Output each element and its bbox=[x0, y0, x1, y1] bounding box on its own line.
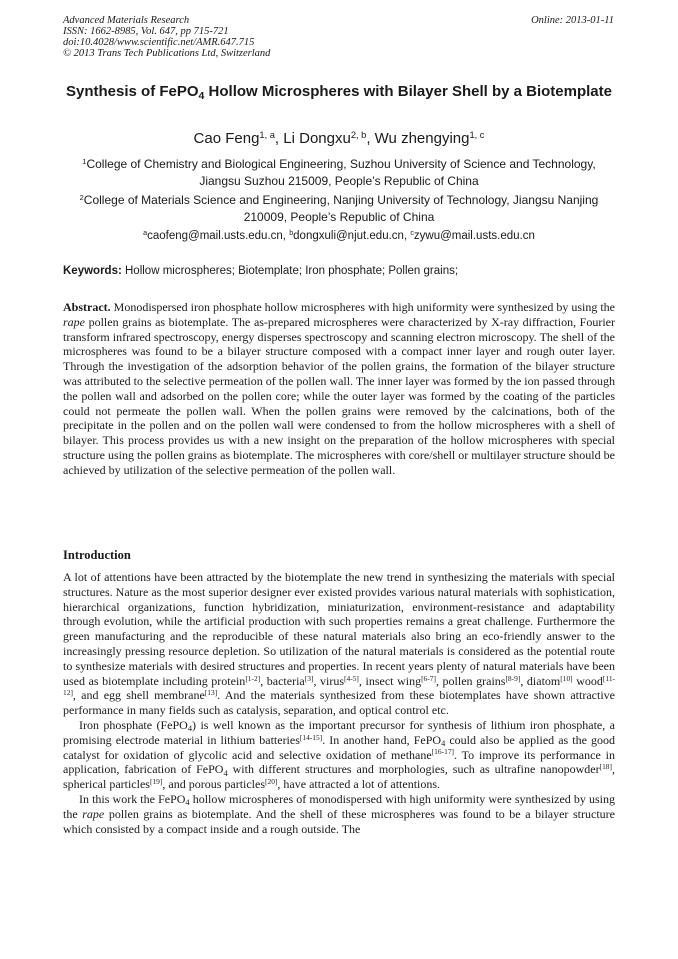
email-address[interactable]: caofeng@mail.usts.edu.cn bbox=[147, 230, 283, 242]
email-address[interactable]: zywu@mail.usts.edu.cn bbox=[413, 230, 535, 242]
paragraph-3 bbox=[63, 792, 615, 836]
affiliation-1 bbox=[63, 156, 615, 190]
text: , diatom bbox=[520, 673, 561, 688]
keywords-text: Hollow microspheres; Biotemplate; Iron phosphate; Pollen grains; bbox=[125, 265, 459, 277]
online-date: Online: 2013-01-11 bbox=[531, 15, 614, 26]
author-list: Cao Feng$^{1, a}$, Li Dongxu$^{2, b}$, Wu zhengying$^{1, c}$ bbox=[193, 129, 485, 147]
italic-text: rape bbox=[82, 806, 105, 821]
author-name: Wu zhengying bbox=[374, 130, 470, 147]
subscript: 4 bbox=[441, 739, 446, 749]
citation: [11-12] bbox=[63, 673, 616, 698]
subscript: 4 bbox=[185, 798, 190, 808]
keywords-label: Keywords: bbox=[63, 265, 122, 277]
citation: [18] bbox=[599, 762, 612, 772]
text: , have attracted a lot of attentions. bbox=[277, 777, 441, 792]
author-sup: 1, a bbox=[259, 129, 275, 140]
email-address[interactable]: dongxuli@njut.edu.cn bbox=[293, 230, 404, 242]
author-name: Li Dongxu bbox=[283, 130, 351, 147]
text: In this work the FePO bbox=[79, 791, 186, 806]
subscript: 4 bbox=[187, 724, 193, 734]
text: , insect wing bbox=[358, 673, 422, 688]
journal-header bbox=[63, 15, 270, 59]
text: hollow microspheres of monodispersed with high uniformity were synthesized by using the bbox=[63, 791, 616, 821]
title-subscript: 4 bbox=[198, 90, 205, 103]
title-part: Hollow Microspheres with Bilayer Shell by a Biotemplate bbox=[204, 83, 612, 100]
keywords bbox=[63, 264, 615, 278]
citation: [8-9] bbox=[505, 673, 521, 683]
author-sup: 1, c bbox=[469, 129, 485, 140]
text: , pollen grains bbox=[435, 673, 506, 688]
text: with different structures and morphologies, such as ultrafine nanopowder bbox=[227, 762, 600, 777]
author-sup: 2, b bbox=[350, 129, 367, 140]
abstract-text: Monodispersed iron phosphate hollow microspheres with high uniformity were synthesized by using the bbox=[113, 300, 615, 314]
text: . To improve its performance in application, fabrication of FePO bbox=[63, 747, 615, 777]
text: wood bbox=[572, 673, 603, 688]
citation: [14-15] bbox=[299, 732, 323, 742]
citation: [19] bbox=[149, 777, 163, 787]
paper-title bbox=[63, 82, 615, 101]
aff-sup: 2 bbox=[79, 192, 84, 202]
text: pollen grains as biotemplate. And the shell of these microspheres was found to be a bilayer structure which consisted by a compact inside and a rough outside. The bbox=[63, 806, 615, 836]
abstract-label: Abstract. bbox=[63, 300, 111, 314]
copyright: © 2013 Trans Tech Publications Ltd, Switzerland bbox=[63, 48, 271, 59]
issn: ISSN: 1662-8985, Vol. 647, pp 715-721 bbox=[63, 26, 229, 37]
email-sup: a bbox=[143, 229, 148, 238]
citation: [13] bbox=[204, 688, 218, 698]
citation: [20] bbox=[265, 777, 278, 787]
email-list: $^a$caofeng@mail.usts.edu.cn, $^b$dongxuli@njut.edu.cn, $^c$zywu@mail.usts.edu.cn bbox=[143, 229, 535, 242]
abstract bbox=[63, 300, 615, 478]
text: , and porous particles bbox=[162, 777, 266, 792]
section-heading-introduction: Introduction bbox=[63, 548, 131, 562]
affiliation-2 bbox=[63, 192, 615, 226]
citation: [16-17] bbox=[431, 747, 455, 757]
text: . And the materials synthesized from these biotemplates have shown attractive performance in many fields such as catalysis, separation, and optical control etc. bbox=[63, 688, 615, 718]
journal-name: Advanced Materials Research bbox=[63, 15, 190, 26]
citation: [10] bbox=[560, 673, 573, 683]
introduction-body bbox=[63, 570, 615, 836]
abstract-italic: rape bbox=[63, 314, 85, 329]
author-name: Cao Feng bbox=[193, 130, 260, 147]
title-part: Synthesis of FePO bbox=[66, 83, 199, 100]
aff-sup: 1 bbox=[82, 156, 87, 166]
paragraph-2 bbox=[63, 718, 615, 792]
abstract-text: pollen grains as biotemplate. The as-prepared microspheres were characterized by X-ray diffraction, Fourier transform infrared spectroscopy, energy disperses spectroscopy and scanning electron microscopy. The shell of the microspheres was found to be a bilayer structure composed with a compact inner layer and rough outer layer. Through the investigation of the adsorption behavior of the pollen grains, the formation of the bilayer structure was attributed to the selective permeation of the pollen wall. The inner layer was formed by the ion passed through the pollen wall and adsorbed on the pollen core; while the outer layer was formed by the coating of the particles could not permeate the pollen wall. When the pollen grains were removed by the calcinations, both of the precipitate in the pollen and on the pollen wall were condensed to from the hollow microspheres with a shell of bilayer. This process provides us with a new insight on the preparation of the hollow microspheres with special structure using the pollen grains as biotemplate. The microspheres with core/shell or multilayer structure should be achieved by utilization of the selective permeation of the pollen wall. bbox=[63, 314, 615, 477]
email-sup: c bbox=[410, 229, 414, 238]
aff-text: College of Chemistry and Biological Engineering, Suzhou University of Science and Technology, Jiangsu Suzhou 215009, People’s Republic of China bbox=[86, 157, 596, 188]
text: , virus bbox=[313, 673, 345, 688]
text: , and egg shell membrane bbox=[72, 688, 205, 703]
text: ) is well known as the important precursor for synthesis of lithium iron phosphate, a promising electrode material in lithium batteries bbox=[63, 717, 616, 747]
doi: doi:10.4028/www.scientific.net/AMR.647.715 bbox=[63, 37, 255, 48]
aff-text: College of Materials Science and Engineering, Nanjing University of Technology, Jiangsu Nanjing 210009, People’s Republic of China bbox=[83, 193, 599, 224]
paragraph-1 bbox=[63, 570, 615, 718]
text: Iron phosphate (FePO bbox=[79, 717, 188, 732]
email-sup: b bbox=[289, 229, 294, 238]
text: A lot of attentions have been attracted by the biotemplate the new trend in synthesizing the materials with special structures. Nature as the most superior designer ever existed provides various natural materials with sophistication, hierarchical organizations, function hybridization, miniaturization, environment-resistance and adaptability through evolution, while the artificial production with such properties remains a great challenge. Furthermore the green manufacturing and the reproducible of these natural materials also bring an eco-friendly answer to the increasingly pressing resource depletion. So utilization of the natural materials is considered as the potential route to synthesize materials with desired structures and properties. In recent years plenty of natural materials have been used as biotemplate including protein bbox=[63, 570, 615, 688]
citation: [4-5] bbox=[344, 673, 359, 683]
subscript: 4 bbox=[223, 768, 228, 778]
citation: [6-7] bbox=[421, 673, 436, 683]
text: , spherical particles bbox=[63, 762, 615, 792]
citation: [3] bbox=[304, 673, 314, 683]
text: could also be applied as the good catalyst for oxidation of glycolic acid and selective oxidation of methane bbox=[63, 732, 615, 762]
text: , bacteria bbox=[260, 673, 305, 688]
citation: [1-2] bbox=[245, 673, 261, 683]
text: . In another hand, FePO bbox=[322, 732, 442, 747]
